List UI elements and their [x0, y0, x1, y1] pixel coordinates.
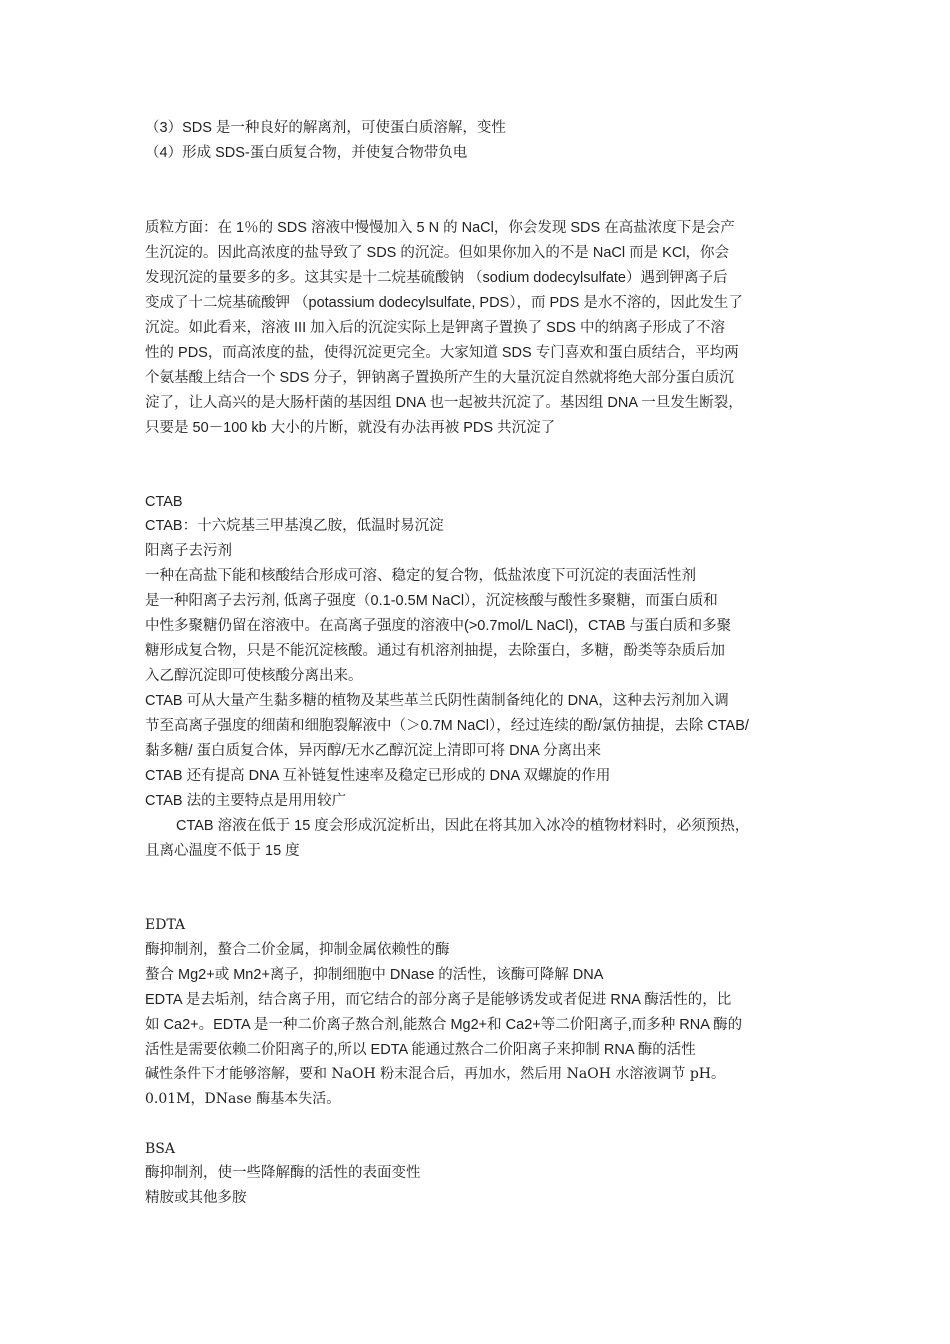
bsa-line: 精胺或其他多胺 — [145, 1190, 247, 1206]
edta-line: EDTA 是去垢剂，结合离子用，而它结合的部分离子是能够诱发或者促进 RNA 酶活性的，比 — [145, 992, 732, 1008]
ctab-line: 糖形成复合物，只是不能沉淀核酸。通过有机溶剂抽提，去除蛋白，多糖，酚类等杂质后加 — [145, 643, 725, 659]
ctab-line: CTAB 可从大量产生黏多糖的植物及某些革兰氏阴性菌制备纯化的 DNA，这种去污剂加入调 — [145, 693, 729, 709]
plasmid-paragraph-line: 发现沉淀的量要多的多。这其实是十二烷基硫酸钠 （sodium dodecylsulfate）遇到钾离子后 — [145, 270, 728, 286]
sds-point-4: （4）形成 SDS-蛋白质复合物，并使复合物带负电 — [145, 145, 468, 161]
bsa-heading: BSA — [145, 1141, 175, 1157]
ctab-line: 节至高离子强度的细菌和细胞裂解液中（＞0.7M NaCl），经过连续的酚/氯仿抽提，去除 CTAB/ — [145, 718, 749, 734]
plasmid-paragraph-line: 质粒方面：在 1％的 SDS 溶液中慢慢加入 5 N 的 NaCl，你会发现 SDS 在高盐浓度下是会产 — [145, 220, 735, 236]
plasmid-paragraph-line: 性的 PDS，而高浓度的盐，使得沉淀更完全。大家知道 SDS 专门喜欢和蛋白质结合，平均两 — [145, 345, 739, 361]
sds-point-3: （3）SDS 是一种良好的解离剂，可使蛋白质溶解，变性 — [145, 120, 506, 136]
ctab-line: CTAB 还有提高 DNA 互补链复性速率及稳定已形成的 DNA 双螺旋的作用 — [145, 768, 611, 784]
edta-line: 0.01M，DNase 酶基本失活。 — [145, 1091, 341, 1107]
ctab-line: CTAB：十六烷基三甲基溴乙胺，低温时易沉淀 — [145, 518, 444, 534]
ctab-line: 阳离子去污剂 — [145, 543, 232, 559]
ctab-line: CTAB 法的主要特点是用用较广 — [145, 793, 347, 809]
edta-line: 螯合 Mg2+或 Mn2+离子，抑制细胞中 DNase 的活性，该酶可降解 DNA — [145, 967, 604, 983]
plasmid-paragraph-line: 只要是 50－100 kb 大小的片断，就没有办法再被 PDS 共沉淀了 — [145, 420, 556, 436]
ctab-line: 中性多聚糖仍留在溶液中。在高离子强度的溶液中(>0.7mol/L NaCl)，CTAB 与蛋白质和多聚 — [145, 618, 732, 634]
edta-line: 如 Ca2+。EDTA 是一种二价离子熬合剂,能熬合 Mg2+和 Ca2+等二价阳离子,而多种 RNA 酶的 — [145, 1017, 743, 1033]
bsa-line: 酶抑制剂，使一些降解酶的活性的表面变性 — [145, 1165, 421, 1181]
edta-line: 活性是需要依赖二价阳离子的,所以 EDTA 能通过熬合二价阳离子来抑制 RNA 酶的活性 — [145, 1042, 696, 1058]
plasmid-paragraph-line: 淀了，让人高兴的是大肠杆菌的基因组 DNA 也一起被共沉淀了。基因组 DNA 一旦发生断裂， — [145, 395, 743, 411]
ctab-line: 是一种阳离子去污剂, 低离子强度（0.1-0.5M NaCl），沉淀核酸与酸性多聚糖，而蛋白质和 — [145, 593, 718, 609]
plasmid-paragraph-line: 个氨基酸上结合一个 SDS 分子，钾钠离子置换所产生的大量沉淀自然就将绝大部分蛋白质沉 — [145, 370, 734, 386]
plasmid-paragraph-line: 沉淀。如此看来，溶液 III 加入后的沉淀实际上是钾离子置换了 SDS 中的纳离子形成了不溶 — [145, 320, 726, 336]
edta-line: 碱性条件下才能够溶解，要和 NaOH 粉末混合后，再加水，然后用 NaOH 水溶液调节 pH。 — [145, 1066, 725, 1082]
edta-line: 酶抑制剂，螯合二价金属，抑制金属依赖性的酶 — [145, 942, 450, 958]
plasmid-paragraph-line: 生沉淀的。因此高浓度的盐导致了 SDS 的沉淀。但如果你加入的不是 NaCl 而是 KCl，你会 — [145, 245, 730, 261]
edta-heading: EDTA — [145, 917, 186, 933]
ctab-line: 黏多糖/ 蛋白质复合体，异丙醇/无水乙醇沉淀上清即可将 DNA 分离出来 — [145, 743, 601, 759]
ctab-temperature-note: CTAB 溶液在低于 15 度会形成沉淀析出，因此在将其加入冰冷的植物材料时，必须预热， — [176, 818, 750, 834]
ctab-line: 一种在高盐下能和核酸结合形成可溶、稳定的复合物，低盐浓度下可沉淀的表面活性剂 — [145, 568, 696, 584]
plasmid-paragraph-line: 变成了十二烷基硫酸钾 （potassium dodecylsulfate, PDS），而 PDS 是水不溶的，因此发生了 — [145, 295, 743, 311]
ctab-temperature-note-cont: 且离心温度不低于 15 度 — [145, 843, 300, 859]
ctab-line: 入乙醇沉淀即可使核酸分离出来。 — [145, 668, 363, 684]
ctab-heading: CTAB — [145, 494, 183, 510]
